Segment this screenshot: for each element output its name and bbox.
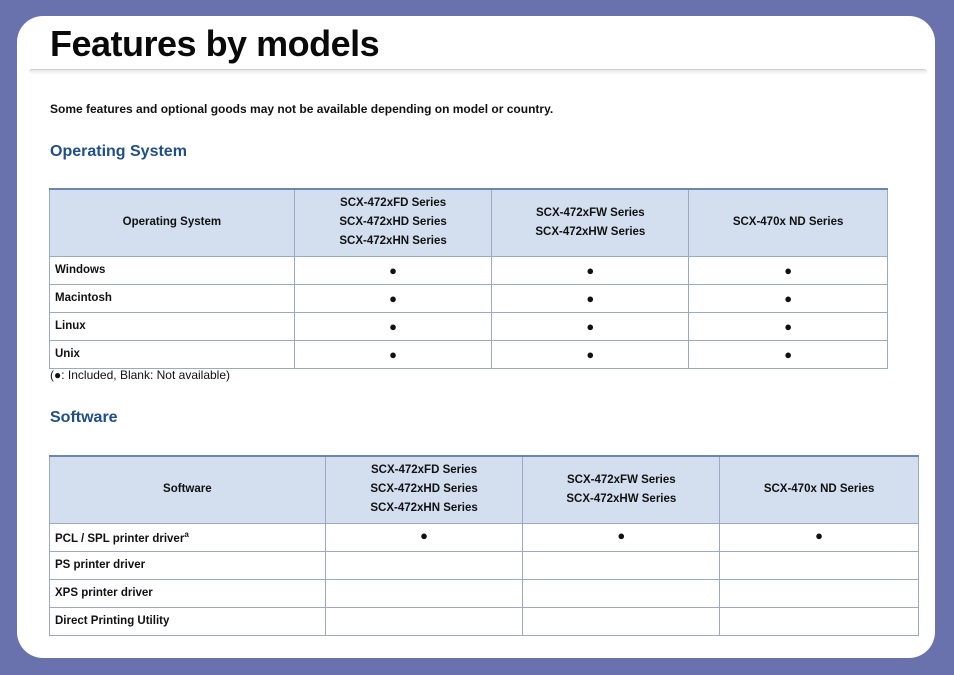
software-table-row bbox=[50, 579, 919, 607]
software-availability-cell bbox=[325, 607, 523, 635]
software-availability-cell bbox=[720, 579, 919, 607]
software-table-row bbox=[50, 607, 919, 635]
software-header-cell: Software bbox=[50, 456, 326, 523]
os-row-label: Macintosh bbox=[50, 284, 295, 312]
os-availability-cell: ● bbox=[689, 256, 888, 284]
os-availability-cell: ● bbox=[689, 312, 888, 340]
os-row-label: Unix bbox=[50, 340, 295, 368]
os-availability-cell: ● bbox=[492, 284, 689, 312]
os-table-header-row bbox=[50, 189, 888, 256]
os-table-row bbox=[50, 284, 888, 312]
os-header-cell: SCX-472xFD Series SCX-472xHD Series SCX-472xHN Series bbox=[294, 189, 492, 256]
software-availability-cell bbox=[325, 551, 523, 579]
os-availability-cell: ● bbox=[294, 340, 492, 368]
software-header-cell: SCX-472xFW Series SCX-472xHW Series bbox=[523, 456, 720, 523]
os-availability-cell: ● bbox=[294, 312, 492, 340]
software-table bbox=[49, 455, 919, 636]
software-availability-cell bbox=[523, 607, 720, 635]
availability-note: Some features and optional goods may not be available depending on model or country. bbox=[50, 102, 554, 116]
os-availability-cell: ● bbox=[294, 284, 492, 312]
software-availability-cell: ● bbox=[720, 523, 919, 551]
os-row-label: Linux bbox=[50, 312, 295, 340]
os-section-heading: Operating System bbox=[50, 143, 187, 160]
software-availability-cell bbox=[720, 607, 919, 635]
software-section-heading: Software bbox=[50, 409, 118, 426]
os-header-cell: SCX-472xFW Series SCX-472xHW Series bbox=[492, 189, 689, 256]
os-availability-cell: ● bbox=[492, 340, 689, 368]
software-availability-cell: ● bbox=[325, 523, 523, 551]
software-availability-cell bbox=[325, 579, 523, 607]
footnote-marker: a bbox=[184, 529, 189, 539]
software-availability-cell bbox=[523, 551, 720, 579]
os-table-row bbox=[50, 340, 888, 368]
os-table-row bbox=[50, 312, 888, 340]
os-availability-cell: ● bbox=[492, 312, 689, 340]
software-row-label: XPS printer driver bbox=[50, 579, 326, 607]
software-row-label: Direct Printing Utility bbox=[50, 607, 326, 635]
software-row-label: PCL / SPL printer driver$^a$ bbox=[50, 523, 326, 551]
os-row-label: Windows bbox=[50, 256, 295, 284]
os-availability-cell: ● bbox=[492, 256, 689, 284]
software-availability-cell bbox=[523, 579, 720, 607]
software-availability-cell bbox=[720, 551, 919, 579]
software-availability-cell: ● bbox=[523, 523, 720, 551]
page bbox=[17, 16, 935, 658]
software-table-row bbox=[50, 551, 919, 579]
os-header-cell: SCX-470x ND Series bbox=[689, 189, 888, 256]
software-header-cell: SCX-472xFD Series SCX-472xHD Series SCX-472xHN Series bbox=[325, 456, 523, 523]
os-table bbox=[49, 188, 888, 369]
title-divider bbox=[29, 69, 927, 75]
software-table-header-row bbox=[50, 456, 919, 523]
os-availability-cell: ● bbox=[689, 284, 888, 312]
software-header-cell: SCX-470x ND Series bbox=[720, 456, 919, 523]
software-row-label: PS printer driver bbox=[50, 551, 326, 579]
page-title: Features by models bbox=[50, 23, 380, 64]
os-availability-cell: ● bbox=[689, 340, 888, 368]
os-table-row bbox=[50, 256, 888, 284]
os-availability-cell: ● bbox=[294, 256, 492, 284]
legend-note: (●: Included, Blank: Not available) bbox=[50, 368, 231, 382]
software-table-row bbox=[50, 523, 919, 551]
os-header-cell: Operating System bbox=[50, 189, 295, 256]
